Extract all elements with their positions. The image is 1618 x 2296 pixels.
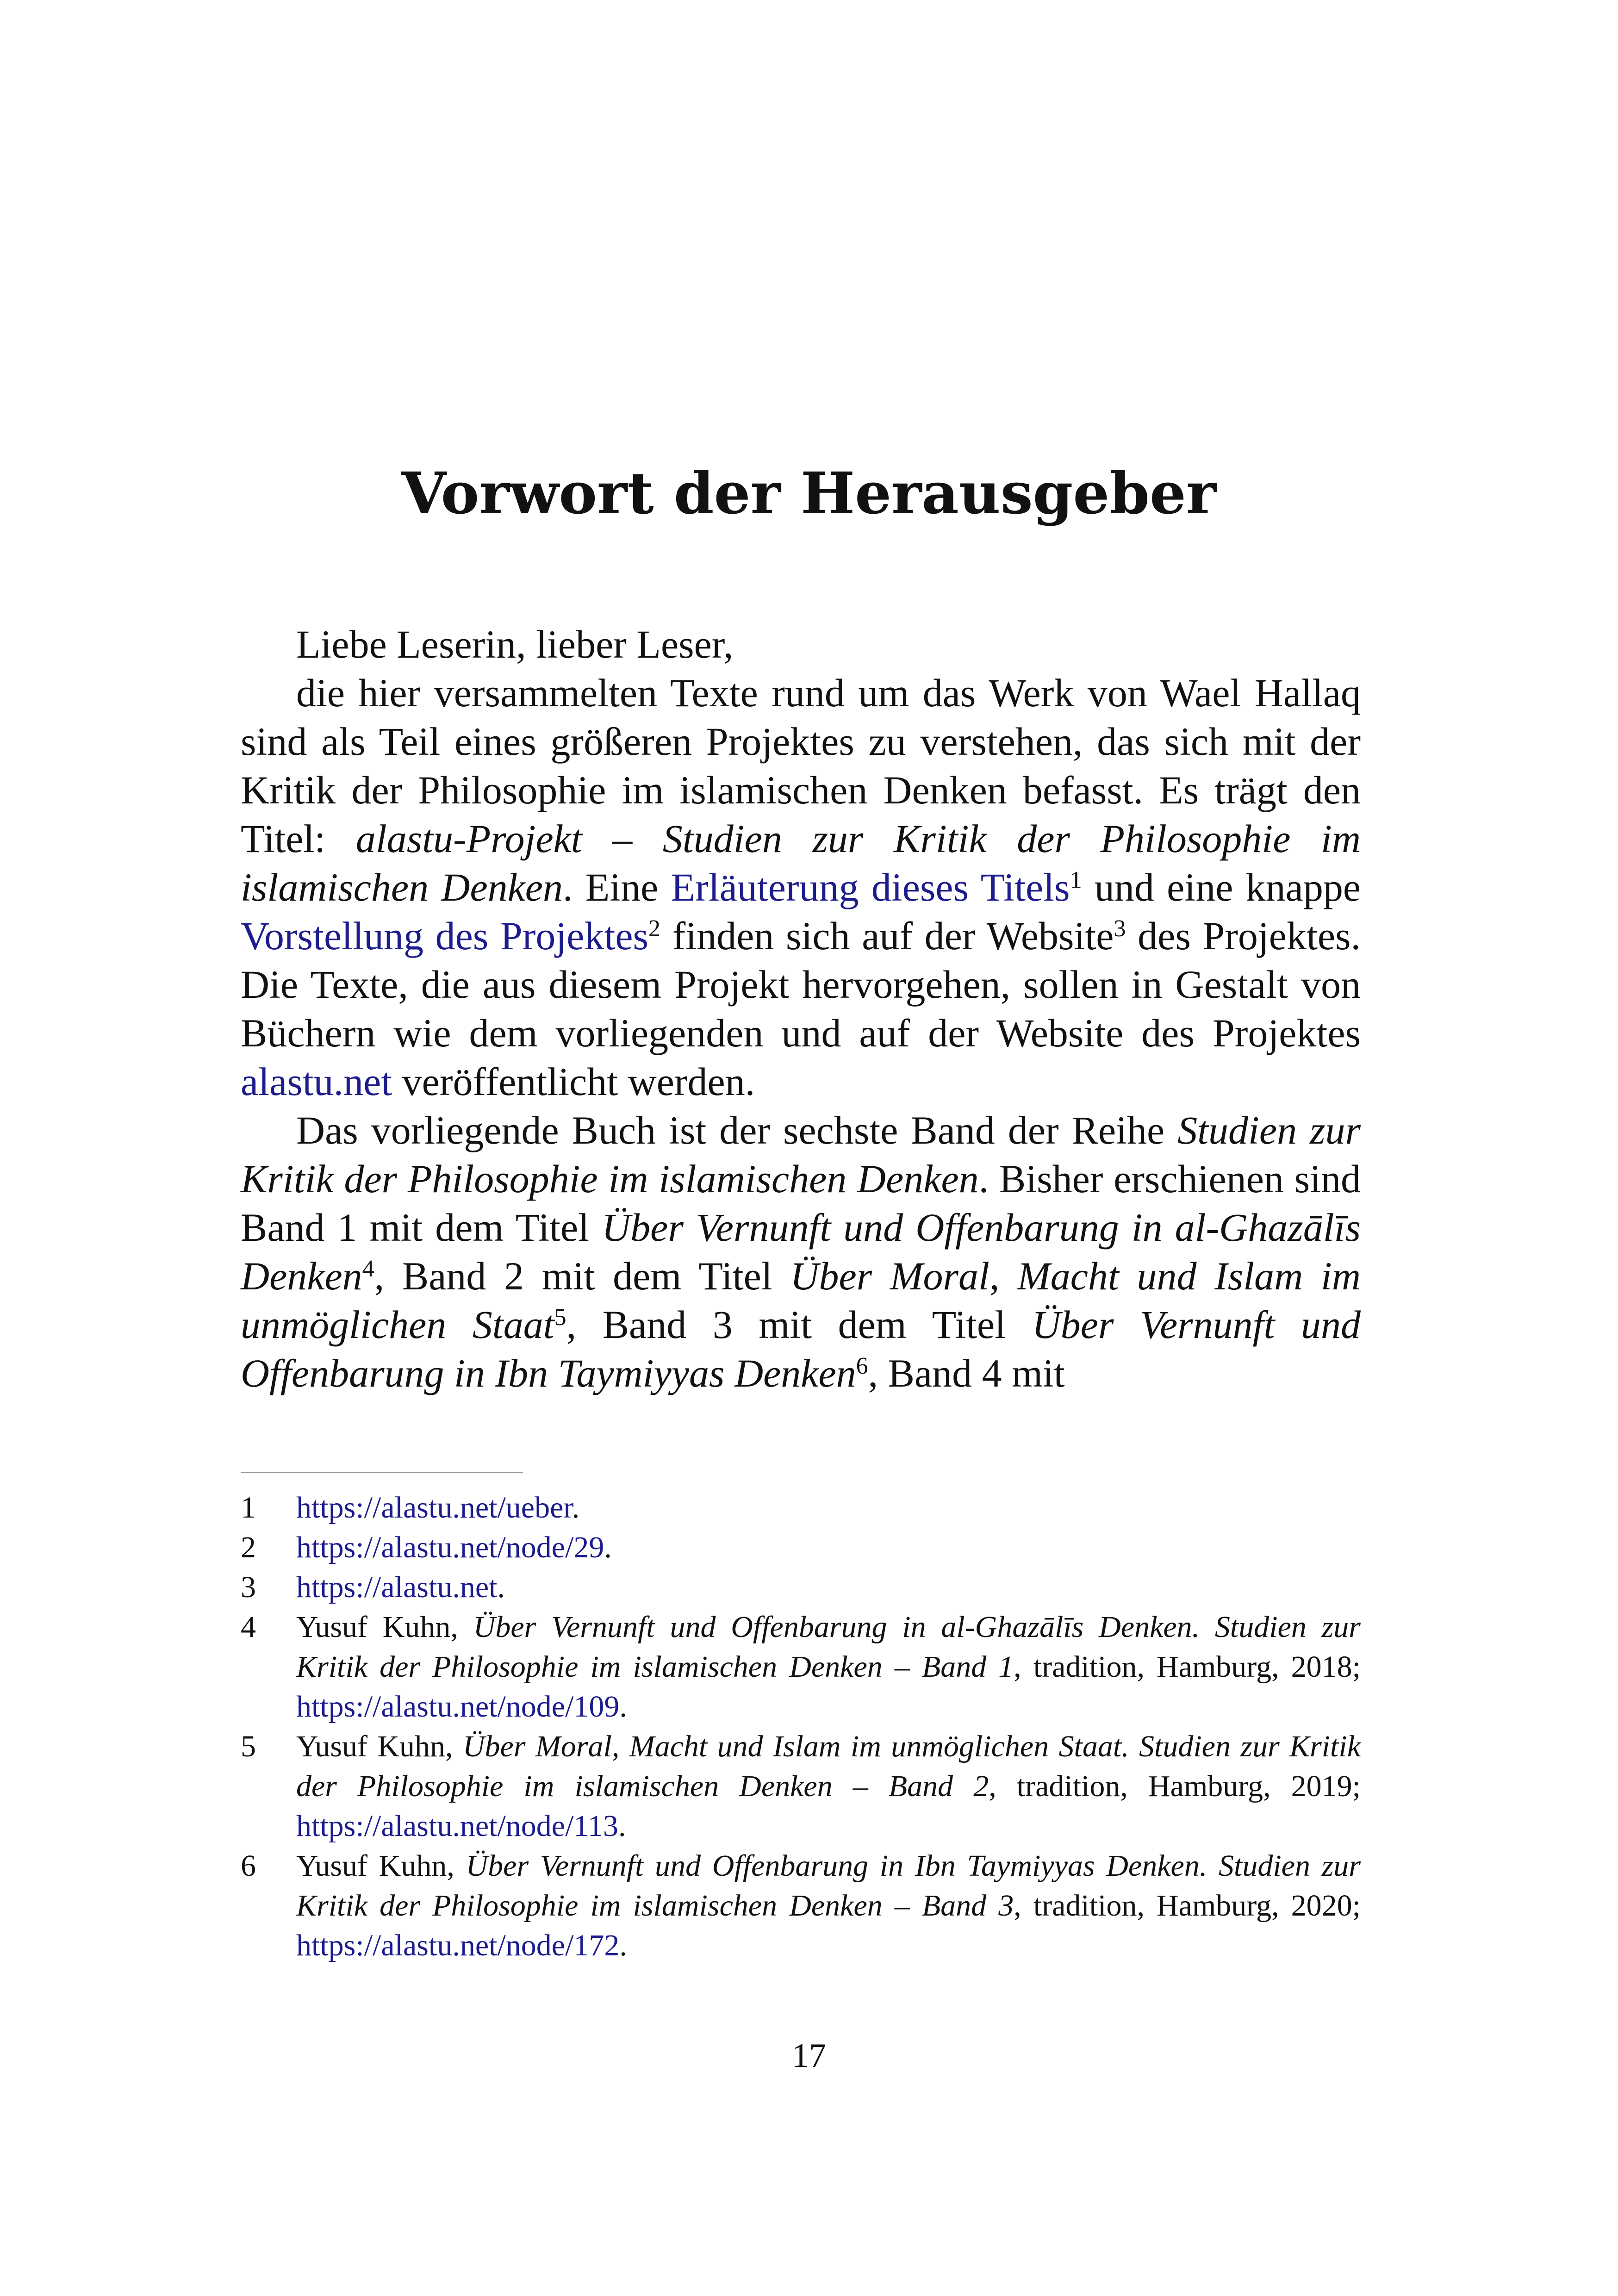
- footnote-text: [296, 1846, 1361, 1966]
- text-segment: .: [618, 1809, 626, 1843]
- footnote-number: 4: [241, 1610, 256, 1644]
- footnote-text: [296, 1607, 1361, 1727]
- footnote-text: [296, 1727, 1361, 1846]
- text-segment: , Band 2 mit dem Titel: [374, 1254, 790, 1298]
- footnote-author: Yusuf Kuhn,: [296, 1730, 463, 1763]
- text-segment: . Bisher erschienen sind Band 1 mit dem Titel: [241, 1157, 1361, 1250]
- footnote-number: 2: [241, 1531, 256, 1564]
- footnote-6: [241, 1846, 1361, 1966]
- footnote-author: Yusuf Kuhn,: [296, 1610, 473, 1644]
- footnote-ref-6[interactable]: 6: [856, 1353, 868, 1379]
- text-segment: Das vorliegende Buch ist der sechste Band der Reihe: [296, 1108, 1178, 1152]
- project-title-italic: alastu-Projekt – Studien zur Kritik der Philosophie im islamischen Denken: [241, 816, 1361, 909]
- footnote-link[interactable]: https://alastu.net/ueber: [296, 1491, 572, 1524]
- footnote-text: [296, 1528, 1361, 1568]
- footnote-ref-5[interactable]: 5: [554, 1304, 566, 1331]
- paragraph-salutation: Liebe Leserin, lieber Leser,: [296, 622, 734, 666]
- text-segment: , Band 3 mit dem Titel: [566, 1302, 1032, 1347]
- footnote-text: [296, 1488, 1361, 1528]
- footnote-ref-3[interactable]: 3: [1114, 915, 1126, 942]
- paragraph-project-intro: [241, 669, 1361, 1106]
- footnote-ref-1[interactable]: 1: [1070, 867, 1082, 893]
- footnotes: [241, 1488, 1361, 1966]
- page-title: Vorwort der Herausgeber: [401, 460, 1217, 528]
- paragraph-series: [241, 1106, 1361, 1398]
- footnote-divider: [241, 1472, 523, 1473]
- footnote-2: [241, 1528, 1361, 1568]
- text-segment: , Band 4 mit: [868, 1351, 1065, 1395]
- text-segment: die hier versammelten Texte rund um das Werk von Wael Hallaq sind als Teil eines größeren Projektes zu verstehen, das sich mit der Kritik der Philosophie im islamischen Denken befasst. Es trägt den Titel:: [241, 671, 1361, 861]
- text-segment: . Eine: [562, 865, 671, 909]
- volume-2-title: Über Moral, Macht und Islam im unmöglichen Staat: [241, 1254, 1361, 1347]
- text-segment: .: [604, 1531, 612, 1564]
- link-alastu-net[interactable]: alastu.net: [241, 1059, 392, 1104]
- volume-1-title: Über Vernunft und Offenbarung in al-Ghazālīs Denken: [241, 1205, 1361, 1298]
- text-segment: des Projektes. Die Texte, die aus diesem Projekt hervorgehen, sollen in Gestalt von Büchern wie dem vorliegenden und auf der Website des Projektes: [241, 914, 1361, 1055]
- footnote-ref-4[interactable]: 4: [362, 1256, 374, 1282]
- text-segment: und eine knappe: [1082, 865, 1361, 909]
- footnote-link[interactable]: https://alastu.net/node/113: [296, 1809, 618, 1843]
- footnote-link[interactable]: https://alastu.net/node/109: [296, 1690, 620, 1724]
- footnote-publisher: , tradition, Hamburg, 2020;: [1014, 1889, 1361, 1923]
- footnote-link[interactable]: https://alastu.net/node/172: [296, 1929, 620, 1962]
- footnote-number: 1: [241, 1491, 256, 1524]
- footnote-text: [296, 1568, 1361, 1607]
- footnote-3: [241, 1568, 1361, 1607]
- text-segment: finden sich auf der Website: [660, 914, 1114, 958]
- footnote-4: [241, 1607, 1361, 1727]
- text-segment: .: [572, 1491, 580, 1524]
- footnote-publisher: , tradition, Hamburg, 2018;: [1014, 1650, 1361, 1684]
- series-title-italic: Studien zur Kritik der Philosophie im islamischen Denken: [241, 1108, 1361, 1201]
- footnote-number: 6: [241, 1849, 256, 1883]
- footnote-author: Yusuf Kuhn,: [296, 1849, 466, 1883]
- footnote-publisher: , tradition, Hamburg, 2019;: [989, 1769, 1361, 1803]
- text-segment: veröffentlicht werden.: [392, 1059, 755, 1104]
- main-text: [241, 620, 1361, 1398]
- footnote-link[interactable]: https://alastu.net/node/29: [296, 1531, 604, 1564]
- footnote-ref-2[interactable]: 2: [648, 915, 660, 942]
- page-number: 17: [792, 2037, 826, 2075]
- footnote-work-title: Über Moral, Macht und Islam im unmöglichen Staat. Studien zur Kritik der Philosophie im islamischen Denken – Band 2: [296, 1730, 1361, 1803]
- link-project-presentation[interactable]: Vorstellung des Projektes: [241, 914, 648, 958]
- footnote-number: 3: [241, 1570, 256, 1604]
- volume-3-title: Über Vernunft und Offenbarung in Ibn Taymiyyas Denken: [241, 1302, 1361, 1395]
- text-segment: .: [619, 1690, 627, 1724]
- text-segment: .: [619, 1929, 627, 1962]
- footnote-link[interactable]: https://alastu.net: [296, 1570, 498, 1604]
- footnote-5: [241, 1727, 1361, 1846]
- footnote-number: 5: [241, 1730, 256, 1763]
- footnote-1: [241, 1488, 1361, 1528]
- footnote-work-title: Über Vernunft und Offenbarung in Ibn Taymiyyas Denken. Studien zur Kritik der Philosophie im islamischen Denken – Band 3: [296, 1849, 1361, 1923]
- link-title-explanation[interactable]: Erläuterung dieses Titels: [671, 865, 1070, 909]
- text-segment: .: [497, 1570, 505, 1604]
- footnote-work-title: Über Vernunft und Offenbarung in al-Ghazālīs Denken. Studien zur Kritik der Philosophie im islamischen Denken – Band 1: [296, 1610, 1361, 1684]
